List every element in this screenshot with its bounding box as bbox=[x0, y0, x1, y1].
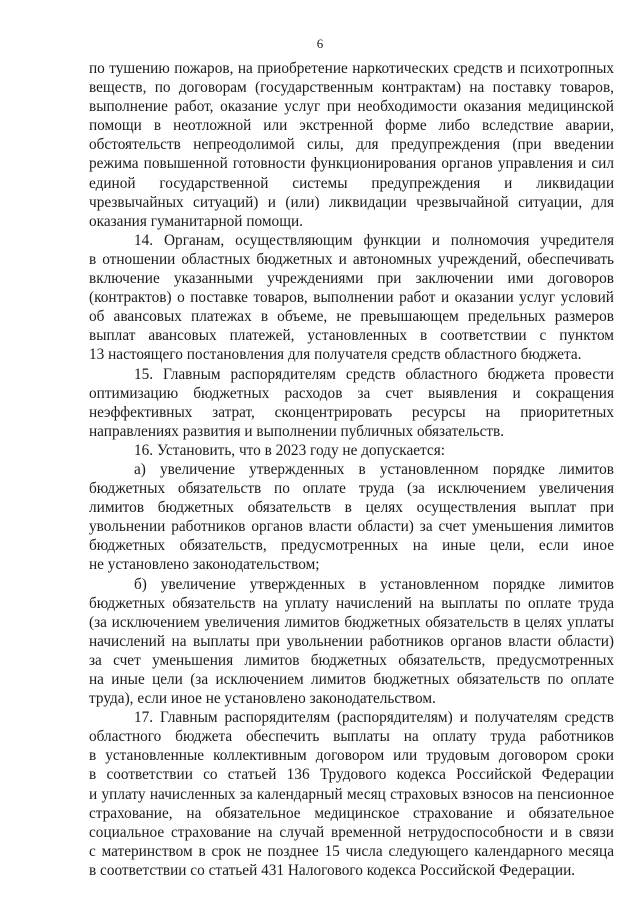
text-line: неэффективных затрат, сконцентрировать ресурсы на приоритетных bbox=[89, 403, 614, 421]
text-line: а) увеличение утвержденных в установленном порядке лимитов bbox=[134, 460, 614, 478]
text-line: единой государственной системы предупреждения и ликвидации bbox=[89, 174, 614, 192]
text-line: выплат авансовых платежей, установленных в соответствии с пунктом bbox=[89, 327, 614, 345]
text-line: (за исключением увеличения лимитов бюджетных обязательств в целях уплаты bbox=[89, 613, 614, 631]
text-line: начислений на выплаты при увольнении работников органов власти области) bbox=[89, 632, 614, 650]
text-line: по тушению пожаров, на приобретение наркотических средств и психотропных bbox=[89, 60, 614, 77]
text-line: бюджетных обязательств, предусмотренных на иные цели, если иное bbox=[89, 537, 614, 555]
text-line: чрезвычайных ситуаций) и (или) ликвидации чрезвычайной ситуации, для bbox=[89, 193, 614, 211]
text-line: страхование, на обязательное медицинское страхование и обязательное bbox=[89, 804, 614, 822]
text-line: 17. Главным распорядителям (распорядителям) и получателям средств bbox=[134, 709, 614, 727]
text-line: социальное страхование на случай временной нетрудоспособности и в связи bbox=[89, 823, 614, 841]
text-line: с материнством в срок не позднее 15 числа следующего календарного месяца bbox=[89, 842, 614, 860]
text-line: увольнении работников органов власти области) за счет уменьшения лимитов bbox=[89, 518, 614, 536]
text-line: в соответствии со статьей 136 Трудового кодекса Российской Федерации bbox=[89, 766, 614, 784]
text-line: 14. Органам, осуществляющим функции и полномочия учредителя bbox=[134, 231, 614, 249]
text-line: направлениях развития и выполнении публичных обязательств. bbox=[89, 422, 505, 440]
page-number: 6 bbox=[316, 36, 324, 51]
text-line: на иные цели (за исключением лимитов бюджетных обязательств по оплате bbox=[89, 671, 614, 688]
text-line: оптимизацию бюджетных расходов за счет выявления и сокращения bbox=[89, 384, 614, 402]
text-line: труда), если иное не установлено законодательством. bbox=[89, 690, 436, 708]
text-line: 15. Главным распорядителям средств областного бюджета провести bbox=[134, 365, 614, 383]
text-line: выполнение работ, оказание услуг при необходимости оказания медицинской bbox=[89, 98, 614, 116]
text-line: областного бюджета обеспечить выплаты на оплату труда работников bbox=[89, 728, 614, 746]
text-line: бюджетных обязательств по оплате труда (за исключением увеличения bbox=[89, 480, 614, 498]
text-line: за счет уменьшения лимитов бюджетных обязательств, предусмотренных bbox=[89, 651, 614, 669]
text-line: бюджетных обязательств на уплату начислений на выплаты по оплате труда bbox=[89, 594, 614, 612]
text-line: помощи в неотложной или экстренной форме либо вследствие аварии, bbox=[89, 117, 614, 135]
text-line: 13 настоящего постановления для получателя средств областного бюджета. bbox=[89, 346, 582, 364]
text-line: б) увеличение утвержденных в установленном порядке лимитов bbox=[134, 575, 614, 593]
text-line: в отношении областных бюджетных и автономных учреждений, обеспечивать bbox=[89, 250, 614, 268]
body-text bbox=[89, 59, 614, 880]
text-line: не установлено законодательством; bbox=[89, 556, 320, 574]
text-line: веществ, по договорам (государственным контрактам) на поставку товаров, bbox=[89, 79, 614, 97]
text-line: включение указанными учреждениями при заключении ими договоров bbox=[89, 270, 614, 288]
text-line: 16. Установить, что в 2023 году не допускается: bbox=[134, 441, 445, 459]
text-line: оказания гуманитарной помощи. bbox=[89, 212, 303, 230]
text-line: режима повышенной готовности функционирования органов управления и сил bbox=[89, 155, 614, 173]
text-line: (контрактов) о поставке товаров, выполнении работ и оказании услуг условий bbox=[89, 289, 614, 307]
text-line: в соответствии со статьей 431 Налогового кодекса Российской Федерации. bbox=[89, 861, 576, 879]
text-line: лимитов бюджетных обязательств в целях осуществления выплат при bbox=[89, 499, 614, 517]
text-line: обстоятельств непреодолимой силы, для предупреждения (при введении bbox=[89, 136, 614, 154]
text-line: об авансовых платежах в объеме, не превышающем предельных размеров bbox=[89, 308, 614, 326]
text-line: и уплату начисленных за календарный месяц страховых взносов на пенсионное bbox=[89, 785, 614, 803]
text-line: в установленные коллективным договором или трудовым договором сроки bbox=[89, 747, 614, 765]
